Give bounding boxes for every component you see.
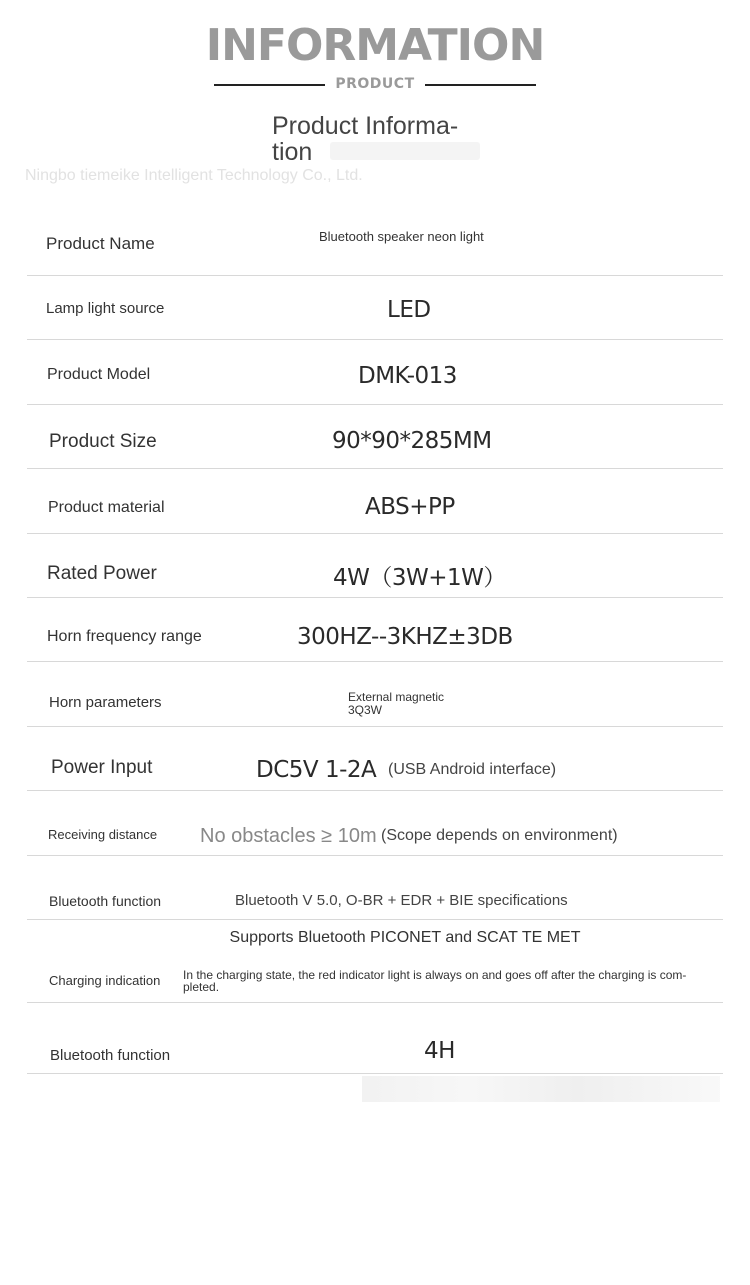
spec-value: 4H (424, 1038, 455, 1064)
spec-value: Bluetooth speaker neon light (319, 229, 484, 244)
spec-row-product-name (27, 210, 723, 276)
spec-label: Rated Power (47, 563, 157, 584)
spec-note: (USB Android interface) (388, 761, 557, 778)
spec-row-horn-frequency (27, 597, 723, 662)
spec-row-horn-parameters (27, 661, 723, 727)
spec-label: Bluetooth function (49, 893, 162, 909)
spec-value: DC5V 1-2A (256, 757, 377, 783)
spec-note: (Scope depends on environment) (381, 827, 618, 844)
banner-divider-right (425, 84, 536, 86)
spec-value: In the charging state, the red indicator light is always on and goes off after the charging is com- pleted. (183, 968, 687, 994)
decorative-watermark-band (362, 1076, 720, 1102)
banner-subtitle: PRODUCT (335, 76, 415, 92)
spec-row-product-material (27, 468, 723, 534)
spec-label: Lamp light source (46, 300, 165, 317)
spec-row-receiving-distance (27, 790, 723, 856)
spec-label: Horn parameters (49, 694, 162, 711)
spec-row-rated-power (27, 533, 723, 598)
spec-value: No obstacles ≥ 10m (200, 825, 377, 847)
decorative-smudge (330, 142, 480, 160)
spec-row-bluetooth-function-2 (27, 1002, 723, 1074)
spec-value: DMK-013 (358, 363, 457, 389)
spec-label: Power Input (51, 757, 153, 778)
spec-label: Charging indication (49, 973, 161, 988)
spec-row-product-model (27, 339, 723, 405)
spec-value: 300HZ--3KHZ±3DB (297, 624, 513, 650)
spec-label: Receiving distance (48, 827, 158, 842)
spec-label: Product Model (47, 366, 151, 383)
spec-value: 90*90*285MM (332, 428, 492, 454)
spec-value: External magnetic 3Q3W (348, 690, 445, 717)
spec-label: Bluetooth function (50, 1047, 171, 1064)
spec-row-bluetooth-function (27, 855, 723, 920)
spec-value: 4W（3W+1W） (333, 565, 506, 591)
section-title: Product Informa- tion (272, 112, 459, 166)
spec-label: Horn frequency range (47, 628, 202, 645)
spec-row-product-size (27, 404, 723, 469)
piconet-note: Supports Bluetooth PICONET and SCAT TE MET (229, 929, 581, 946)
spec-value: ABS+PP (365, 494, 455, 520)
banner-title: INFORMATION (205, 20, 545, 71)
spec-row-charging-indication (27, 919, 723, 1003)
spec-value: Bluetooth V 5.0, O-BR + EDR + BIE specifications (235, 892, 568, 909)
spec-value: LED (387, 297, 431, 323)
spec-row-lamp-light-source (27, 275, 723, 340)
spec-label: Product material (48, 499, 165, 516)
spec-label: Product Size (49, 431, 157, 452)
spec-label: Product Name (46, 234, 155, 253)
company-watermark: Ningbo tiemeike Intelligent Technology Co., Ltd. (25, 167, 363, 184)
spec-row-power-input (27, 726, 723, 791)
